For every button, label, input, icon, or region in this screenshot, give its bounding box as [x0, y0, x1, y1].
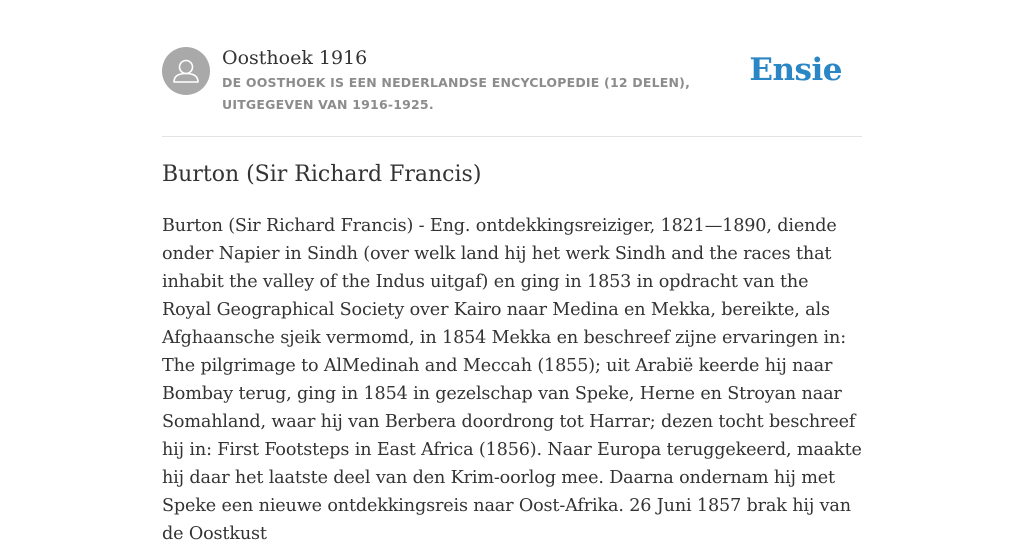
article-body: Burton (Sir Richard Francis) - Eng. ontdekkingsreiziger, 1821—1890, diende onder Napier in Sindh (over welk land hij het werk Sindh and the races that inhabit the valley of the Indus uitgaf) en ging in 1853 in opdracht van the Royal Geographical Society over Kairo naar Medina en Mekka, bereikte, als Afghaansche sjeik vermomd, in 1854 Mekka en beschreef zijne ervaringen in: The pilgrimage to AlMedinah and Meccah (1855); uit Arabië keerde hij naar Bombay terug, ging in 1854 in gezelschap van Speke, Herne en Stroyan naar Somahland, waar hij van Berbera doordrong tot Harrar; dezen tocht beschreef hij in: First Footsteps in East Africa (1856). Naar Europa teruggekeerd, maakte hij daar het laatste deel van den Krim-oorlog mee. Daarna ondernam hij met Speke een nieuwe ontdekkingsreis naar Oost-Afrika. 26 Juni 1857 brak hij van de Oostkust [162, 216, 862, 544]
source-name[interactable]: Oosthoek 1916 [222, 47, 368, 69]
source-avatar[interactable] [162, 47, 210, 95]
brand-logo[interactable]: Ensie [749, 52, 842, 88]
source-header [162, 44, 862, 137]
person-outline-icon [162, 47, 210, 95]
article-title: Burton (Sir Richard Francis) [162, 162, 482, 187]
source-description: DE OOSTHOEK IS EEN NEDERLANDSE ENCYCLOPEDIE (12 DELEN), UITGEGEVEN VAN 1916-1925. [222, 75, 691, 112]
